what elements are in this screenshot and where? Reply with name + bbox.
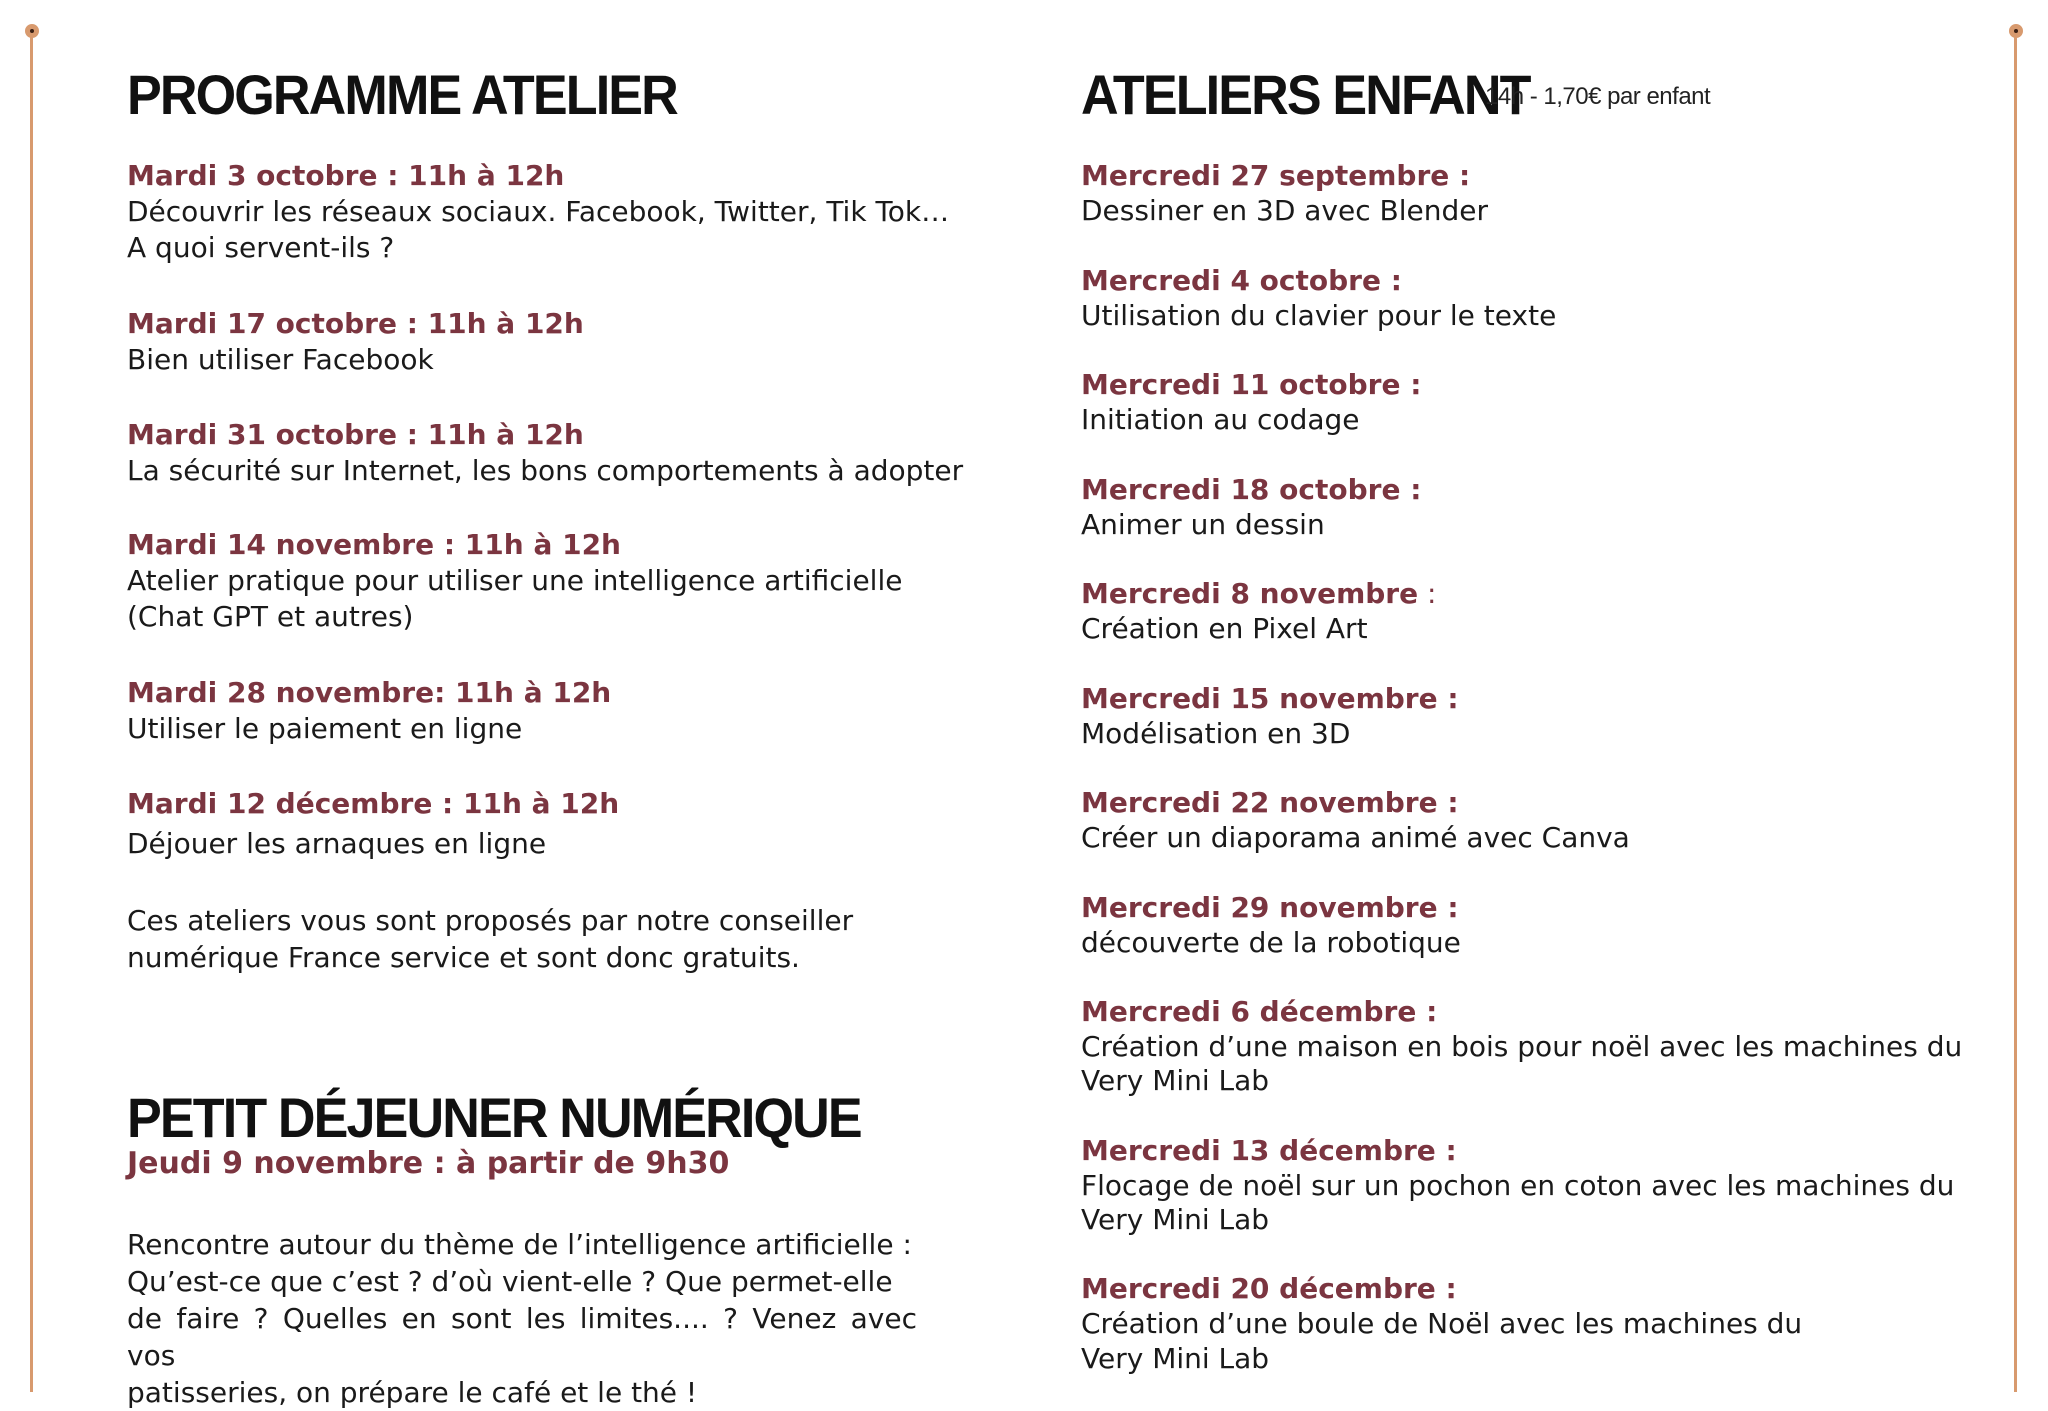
- enfant-item: [1081, 1133, 1954, 1237]
- programme-item-desc-line: La sécurité sur Internet, les bons comportements à adopter: [127, 454, 964, 487]
- enfant-item-date: Mercredi 6 décembre :: [1081, 995, 1438, 1028]
- programme-item: [127, 786, 619, 862]
- enfant-item-desc-line: Very Mini Lab: [1081, 1203, 1270, 1236]
- enfant-item: [1081, 367, 1421, 437]
- enfant-item-date: Mercredi 15 novembre :: [1081, 682, 1459, 715]
- programme-note: [127, 902, 853, 976]
- enfant-item-date-text: Mercredi 8 novembre: [1081, 577, 1419, 610]
- right-border-rule: [2014, 30, 2017, 1392]
- enfant-item-desc-line: Création en Pixel Art: [1081, 612, 1368, 645]
- programme-item: [127, 527, 902, 635]
- programme-item: [127, 675, 611, 747]
- enfant-item-desc-line: Very Mini Lab: [1081, 1342, 1270, 1375]
- enfant-item-desc-line: Création d’une maison en bois pour noël avec les machines du: [1081, 1030, 1963, 1063]
- petit-dejeuner-title: PETIT DÉJEUNER NUMÉRIQUE: [127, 1086, 861, 1149]
- enfant-item: [1081, 472, 1421, 542]
- enfant-item-date: Mercredi 13 décembre :: [1081, 1134, 1457, 1167]
- enfant-item-date: [1081, 576, 1436, 612]
- programme-atelier-title: PROGRAMME ATELIER: [127, 63, 677, 126]
- petit-dejeuner-text-line: Qu’est-ce que c’est ? d’où vient-elle ? Que permet-elle: [127, 1265, 893, 1298]
- enfant-item-desc-line: Dessiner en 3D avec Blender: [1081, 194, 1488, 227]
- petit-dejeuner-date: Jeudi 9 novembre : à partir de 9h30: [127, 1146, 730, 1181]
- enfant-item-date-colon: :: [1418, 577, 1437, 610]
- ateliers-enfant-price: 14h - 1,70€ par enfant: [1485, 83, 1711, 110]
- programme-item-desc-line: A quoi servent-ils ?: [127, 231, 395, 264]
- right-rule-dot: [2009, 24, 2023, 38]
- programme-item-desc-line: (Chat GPT et autres): [127, 600, 414, 633]
- petit-dejeuner-text-line: Rencontre autour du thème de l’intelligence artificielle :: [127, 1228, 912, 1261]
- programme-item-desc-line: Atelier pratique pour utiliser une intelligence artificielle: [127, 564, 903, 597]
- programme-item: [127, 158, 949, 266]
- enfant-item: [1081, 263, 1556, 333]
- enfant-item-date: Mercredi 27 septembre :: [1081, 159, 1471, 192]
- enfant-item: [1081, 1271, 1802, 1377]
- programme-item-date: Mardi 14 novembre : 11h à 12h: [127, 528, 621, 561]
- enfant-item: [1081, 576, 1436, 646]
- enfant-item-date: Mercredi 20 décembre :: [1081, 1272, 1457, 1305]
- enfant-item: [1081, 681, 1459, 751]
- enfant-item: [1081, 994, 1962, 1098]
- programme-item-date: Mardi 28 novembre: 11h à 12h: [127, 676, 612, 709]
- programme-item-date: Mardi 17 octobre : 11h à 12h: [127, 307, 584, 340]
- enfant-item-desc-line: Création d’une boule de Noël avec les machines du: [1081, 1307, 1803, 1340]
- enfant-item: [1081, 785, 1630, 855]
- enfant-item: [1081, 158, 1488, 228]
- enfant-item-desc-line: Animer un dessin: [1081, 508, 1325, 541]
- programme-note-line: numérique France service et sont donc gratuits.: [127, 941, 800, 974]
- enfant-item-desc-line: Utilisation du clavier pour le texte: [1081, 299, 1557, 332]
- petit-dejeuner-text-line: patisseries, on prépare le café et le thé !: [127, 1376, 698, 1409]
- enfant-item-date: Mercredi 18 octobre :: [1081, 473, 1422, 506]
- enfant-item-date: Mercredi 4 octobre :: [1081, 264, 1402, 297]
- programme-item-desc-line: Découvrir les réseaux sociaux. Facebook, Twitter, Tik Tok…: [127, 195, 950, 228]
- ateliers-enfant-title: ATELIERS ENFANT: [1081, 63, 1530, 126]
- enfant-item-date: Mercredi 22 novembre :: [1081, 786, 1459, 819]
- programme-item-desc-line: Utiliser le paiement en ligne: [127, 712, 523, 745]
- petit-dejeuner-text: [127, 1226, 917, 1411]
- programme-item: [127, 417, 963, 489]
- enfant-item-desc-line: Very Mini Lab: [1081, 1064, 1270, 1097]
- enfant-item-desc-line: Créer un diaporama animé avec Canva: [1081, 821, 1630, 854]
- enfant-item-desc-line: Flocage de noël sur un pochon en coton avec les machines du: [1081, 1169, 1955, 1202]
- enfant-item-desc-line: Initiation au codage: [1081, 403, 1360, 436]
- programme-item: [127, 306, 584, 378]
- programme-item-desc-line: Déjouer les arnaques en ligne: [127, 827, 547, 860]
- programme-item-desc-line: Bien utiliser Facebook: [127, 343, 434, 376]
- programme-item-date: Mardi 31 octobre : 11h à 12h: [127, 418, 584, 451]
- enfant-item-date: Mercredi 11 octobre :: [1081, 368, 1422, 401]
- enfant-item-desc-line: découverte de la robotique: [1081, 926, 1461, 959]
- programme-item-date: Mardi 12 décembre : 11h à 12h: [127, 787, 620, 820]
- left-border-rule: [30, 30, 33, 1392]
- enfant-item: [1081, 890, 1461, 960]
- programme-note-line: Ces ateliers vous sont proposés par notre conseiller: [127, 904, 854, 937]
- programme-item-date: Mardi 3 octobre : 11h à 12h: [127, 159, 565, 192]
- enfant-item-desc-line: Modélisation en 3D: [1081, 717, 1351, 750]
- enfant-item-date: Mercredi 29 novembre :: [1081, 891, 1459, 924]
- left-rule-dot: [25, 24, 39, 38]
- petit-dejeuner-text-line: de faire ? Quelles en sont les limites.... ? Venez avec vos: [127, 1302, 917, 1372]
